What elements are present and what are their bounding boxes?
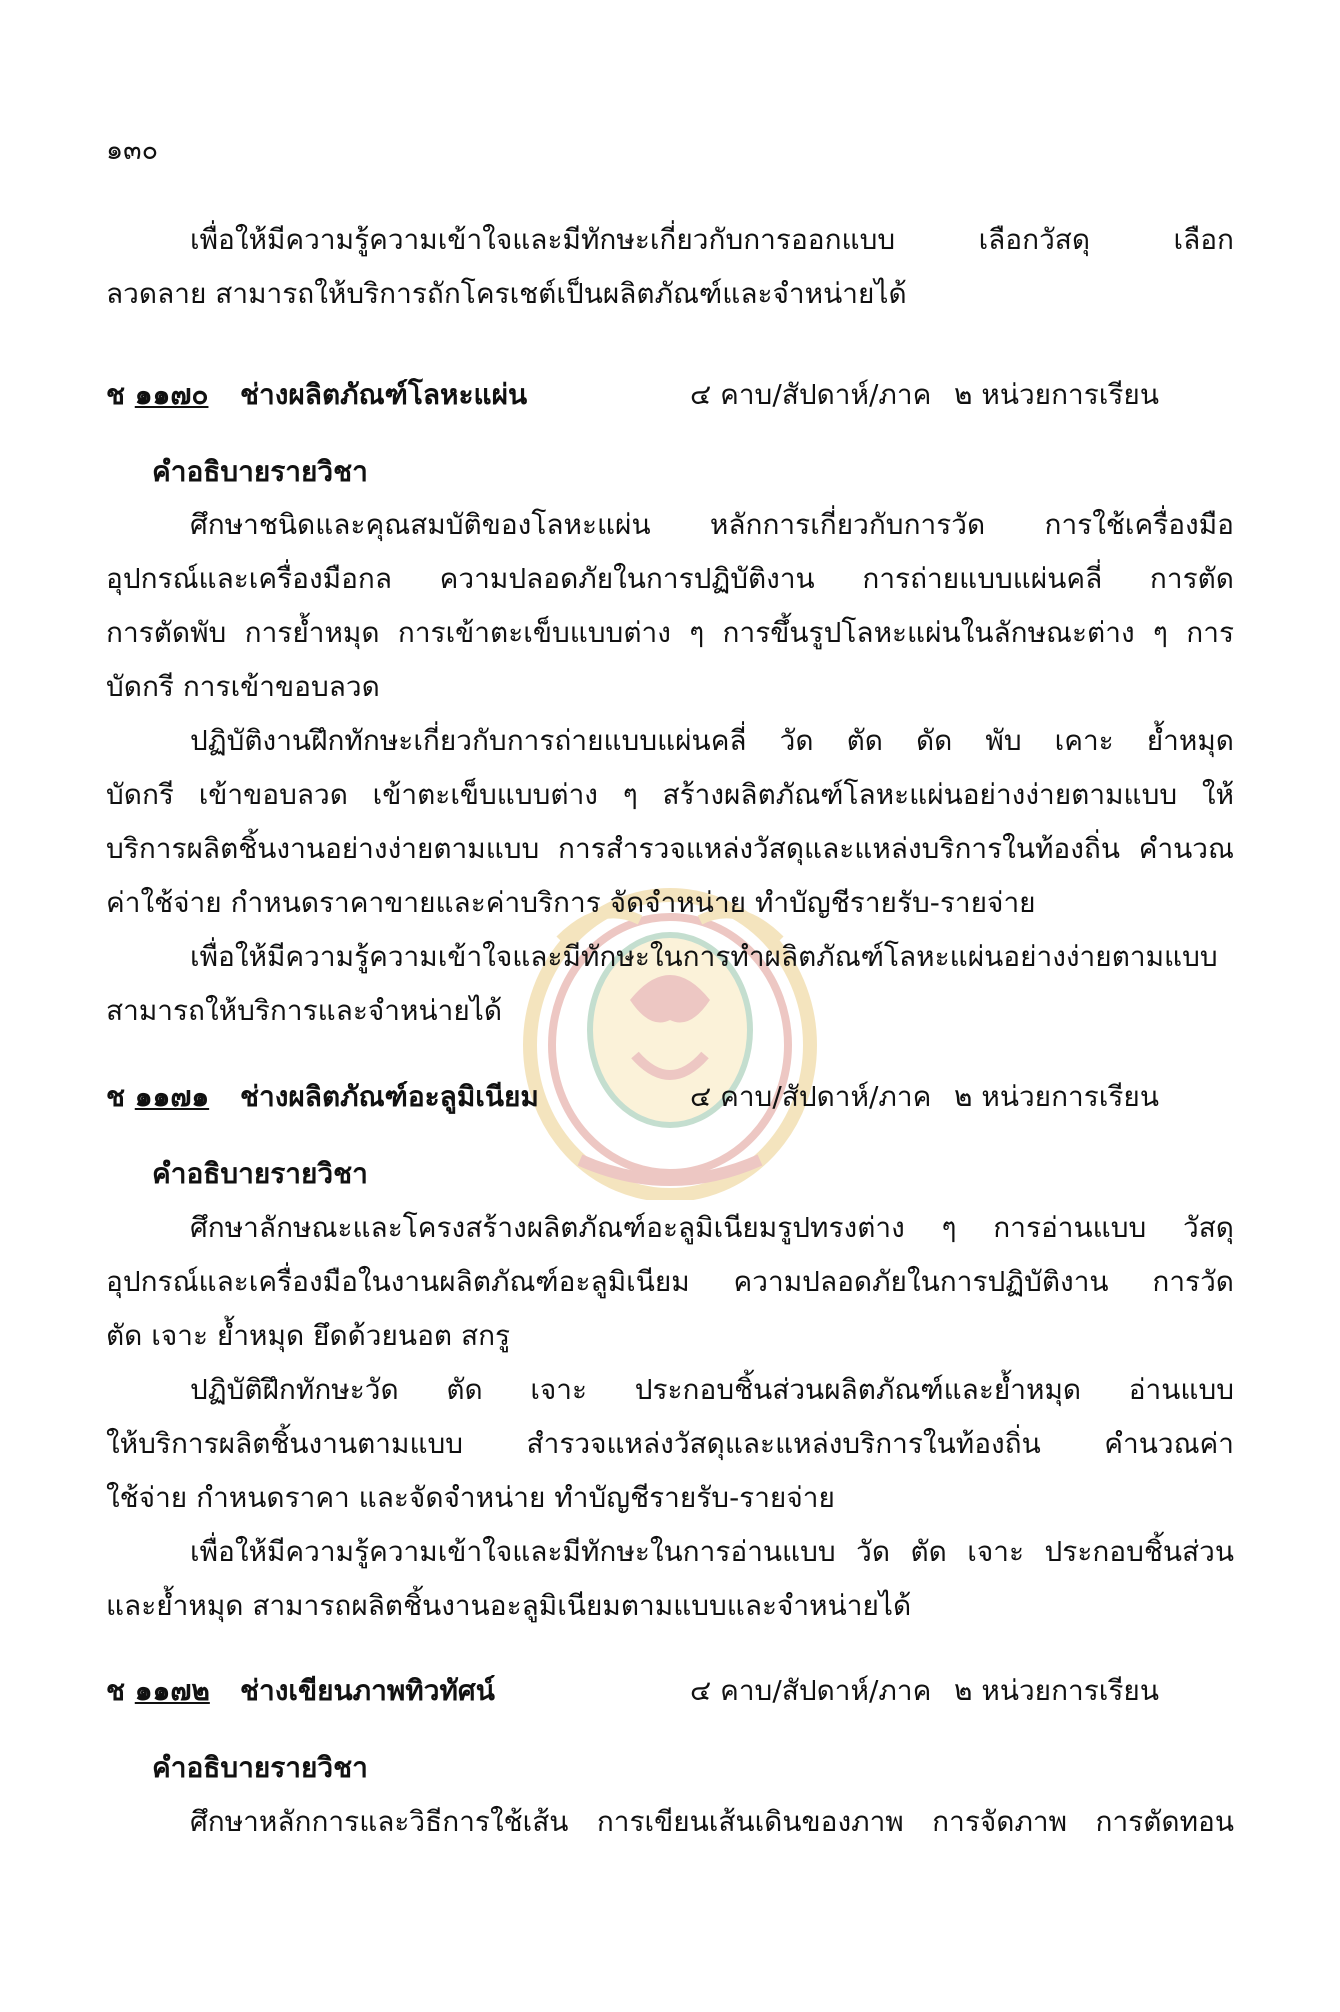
paragraph-line: เพื่อให้มีความรู้ความเข้าใจและมีทักษะในการทำผลิตภัณฑ์โลหะแผ่นอย่างง่ายตามแบบ xyxy=(190,940,1218,973)
course-header xyxy=(106,1666,1234,1716)
course-number: ๑๑๗๐ xyxy=(134,378,209,411)
paragraph-line: การตัดพับ การย้ำหมุด การเข้าตะเข็บแบบต่าง ๆ การขึ้นรูปโลหะแผ่นในลักษณะต่าง ๆ การ xyxy=(106,616,1234,649)
paragraph-line: ปฏิบัติงานฝึกทักษะเกี่ยวกับการถ่ายแบบแผ่นคลี่ วัด ตัด ดัด พับ เคาะ ย้ำหมุด xyxy=(190,724,1234,757)
course-number: ๑๑๗๒ xyxy=(134,1674,210,1707)
paragraph-line: และย้ำหมุด สามารถผลิตชิ้นงานอะลูมิเนียมตามแบบและจำหน่ายได้ xyxy=(106,1589,912,1622)
course-header xyxy=(106,370,1234,420)
page-number: ๑๓๐ xyxy=(106,135,159,166)
description-heading: คำอธิบายรายวิชา xyxy=(152,1751,368,1784)
course-hours: ๔ คาบ/สัปดาห์/ภาค xyxy=(690,1080,932,1113)
paragraph-line: เพื่อให้มีความรู้ความเข้าใจและมีทักษะในการอ่านแบบ วัด ตัด เจาะ ประกอบชิ้นส่วน xyxy=(190,1535,1234,1568)
paragraph-line: บริการผลิตชิ้นงานอย่างง่ายตามแบบ การสำรวจแหล่งวัสดุและแหล่งบริการในท้องถิ่น คำนวณ xyxy=(106,832,1234,865)
course-prefix: ช xyxy=(106,378,126,411)
paragraph-line: บัดกรี เข้าขอบลวด เข้าตะเข็บแบบต่าง ๆ สร้างผลิตภัณฑ์โลหะแผ่นอย่างง่ายตามแบบ ให้ xyxy=(106,778,1234,811)
paragraph-line: ตัด เจาะ ย้ำหมุด ยึดด้วยนอต สกรู xyxy=(106,1319,511,1352)
description-heading: คำอธิบายรายวิชา xyxy=(152,1157,368,1190)
paragraph-line: ใช้จ่าย กำหนดราคา และจัดจำหน่าย ทำบัญชีรายรับ-รายจ่าย xyxy=(106,1481,835,1514)
paragraph-line: ให้บริการผลิตชิ้นงานตามแบบ สำรวจแหล่งวัสดุและแหล่งบริการในท้องถิ่น คำนวณค่า xyxy=(106,1427,1234,1460)
course-code xyxy=(106,1666,210,1716)
seal-watermark-icon xyxy=(520,880,820,1200)
paragraph-line: ค่าใช้จ่าย กำหนดราคาขายและค่าบริการ จัดจำหน่าย ทำบัญชีรายรับ-รายจ่าย xyxy=(106,886,1036,919)
paragraph-line: บัดกรี การเข้าขอบลวด xyxy=(106,670,380,703)
course-hours: ๔ คาบ/สัปดาห์/ภาค xyxy=(690,378,932,411)
course-hours: ๔ คาบ/สัปดาห์/ภาค xyxy=(690,1674,932,1707)
paragraph-line: อุปกรณ์และเครื่องมือกล ความปลอดภัยในการปฏิบัติงาน การถ่ายแบบแผ่นคลี่ การตัด xyxy=(106,562,1234,595)
course-code xyxy=(106,370,208,420)
paragraph-line: ศึกษาลักษณะและโครงสร้างผลิตภัณฑ์อะลูมิเนียมรูปทรงต่าง ๆ การอ่านแบบ วัสดุ xyxy=(190,1211,1234,1244)
description-heading: คำอธิบายรายวิชา xyxy=(152,455,368,488)
paragraph-line: ปฏิบัติฝึกทักษะวัด ตัด เจาะ ประกอบชิ้นส่วนผลิตภัณฑ์และย้ำหมุด อ่านแบบ xyxy=(190,1373,1234,1406)
paragraph-line: ศึกษาหลักการและวิธีการใช้เส้น การเขียนเส้นเดินของภาพ การจัดภาพ การตัดทอน xyxy=(190,1805,1234,1838)
course-credits: ๒ หน่วยการเรียน xyxy=(954,1674,1159,1707)
course-credits: ๒ หน่วยการเรียน xyxy=(954,1080,1159,1113)
course-prefix: ช xyxy=(106,1080,126,1113)
paragraph-line: สามารถให้บริการและจำหน่ายได้ xyxy=(106,994,503,1027)
intro-line: ลวดลาย สามารถให้บริการถักโครเชต์เป็นผลิตภัณฑ์และจำหน่ายได้ xyxy=(106,277,907,310)
course-name: ช่างผลิตภัณฑ์โลหะแผ่น xyxy=(240,378,528,411)
course-prefix: ช xyxy=(106,1674,126,1707)
course-name: ช่างเขียนภาพทิวทัศน์ xyxy=(240,1674,495,1707)
paragraph-line: ศึกษาชนิดและคุณสมบัติของโลหะแผ่น หลักการเกี่ยวกับการวัด การใช้เครื่องมือ xyxy=(190,508,1234,541)
course-name: ช่างผลิตภัณฑ์อะลูมิเนียม xyxy=(240,1080,539,1113)
course-code xyxy=(106,1072,209,1122)
intro-line: เพื่อให้มีความรู้ความเข้าใจและมีทักษะเกี่ยวกับการออกแบบ เลือกวัสดุ เลือก xyxy=(190,223,1234,256)
course-credits: ๒ หน่วยการเรียน xyxy=(954,378,1159,411)
paragraph-line: อุปกรณ์และเครื่องมือในงานผลิตภัณฑ์อะลูมิเนียม ความปลอดภัยในการปฏิบัติงาน การวัด xyxy=(106,1265,1234,1298)
course-header xyxy=(106,1072,1234,1122)
course-number: ๑๑๗๑ xyxy=(134,1080,210,1113)
